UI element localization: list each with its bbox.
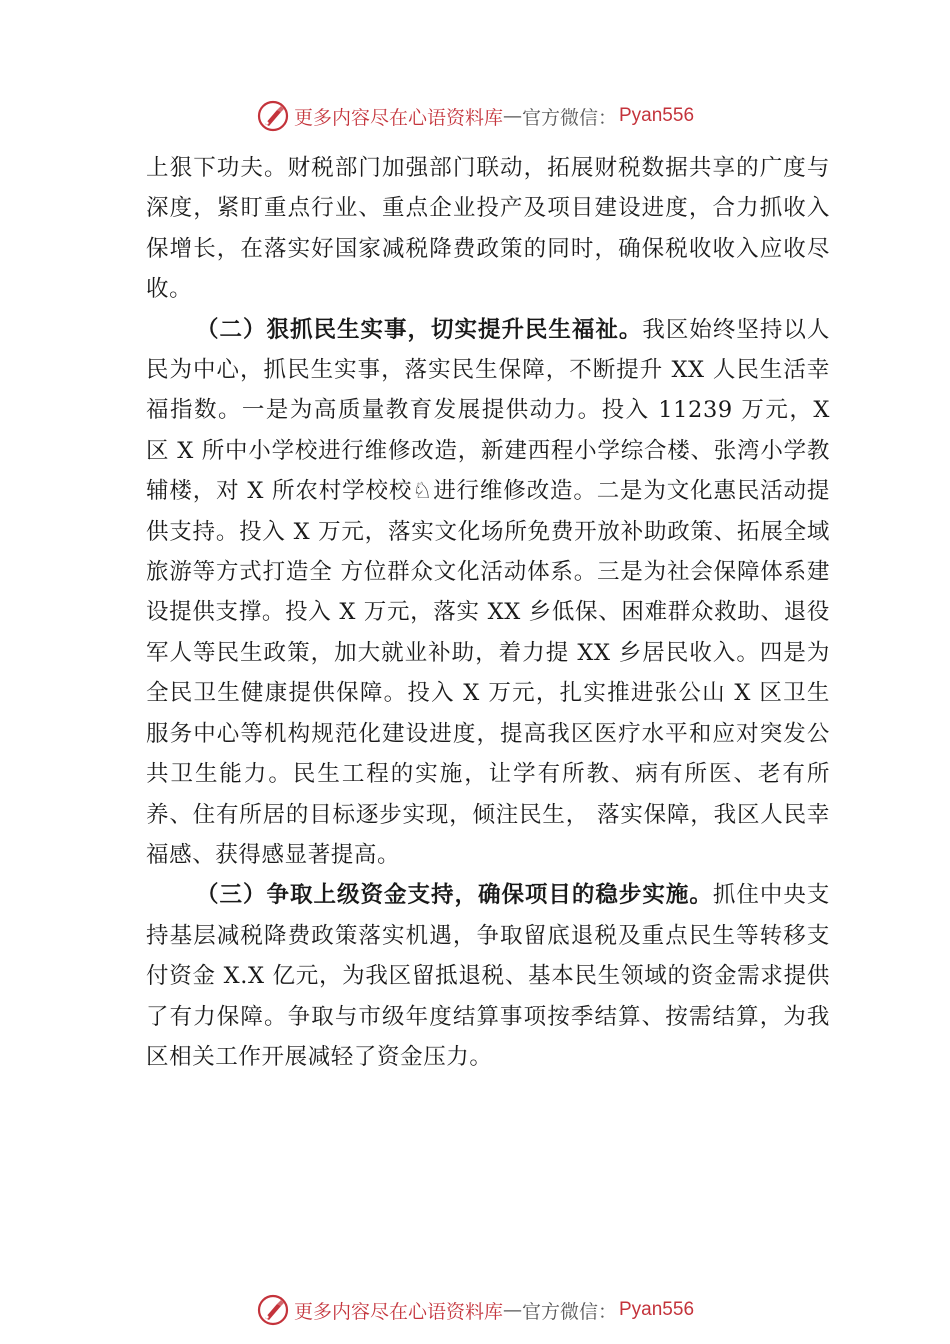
watermark-wechat-id: Pyan556 [619, 105, 695, 126]
paragraph-3 [146, 875, 830, 1077]
watermark-official-label: 官方微信： [521, 1300, 617, 1323]
paragraph-1-text: 上狠下功夫。财税部门加强部门联动，拓展财税数据共享的广度与深度，紧盯重点行业、重点企业投产及项目建设进度，合力抓收入保增长，在落实好国家减税降费政策的同时，确保税收收入应收尽收。 [146, 155, 830, 303]
paragraph-3-heading: （三）争取上级资金支持，确保项目的稳步实施。 [196, 882, 713, 909]
watermark-footer [0, 1290, 950, 1330]
watermark-main-text: 更多内容尽在心语资料库 [293, 1300, 503, 1323]
paragraph-2 [146, 310, 830, 876]
watermark-dash: — [502, 1299, 522, 1321]
watermark-header [0, 96, 950, 136]
watermark-main-text: 更多内容尽在心语资料库 [293, 106, 503, 129]
pen-nib-logo-icon [256, 99, 290, 133]
watermark-official-label: 官方微信： [521, 106, 617, 129]
document-body [146, 148, 830, 1077]
watermark-wechat-id: Pyan556 [619, 1299, 695, 1320]
paragraph-2-heading: （二）狠抓民生实事，切实提升民生福祉。 [196, 316, 643, 343]
pen-nib-logo-icon [256, 1293, 290, 1327]
paragraph-2-text: 我区始终坚持以人民为中心，抓民生实事，落实民生保障，不断提升 XX 人民生活幸福指数。一是为高质量教育发展提供动力。投入 11239 万元，X 区 X 所中小学校进行维修改造，新建西程小学综合楼、张湾小学教辅楼，对 X 所农村学校校♘进行维修改造。二是为文化惠民活动提供支持。投入 X 万元，落实文化场所免费开放补助政策、拓展全域旅游等方式打造全 方位群众文化活动体系。三是为社会保障体系建设提供支撑。投入 X 万元，落实 XX 乡低保、困难群众救助、退役军人等民生政策，加大就业补助，着力提 XX 乡居民收入。四是为 全民卫生健康提供保障。投入 X 万元，扎实推进张公山 X 区卫生服务中心等机构规范化建设进度，提高我区医疗水平和应对突发公共卫生能力。民生工程的实施，让学有所教、病有所医、老有所养、住有所居的目标逐步实现，倾注民生， 落实保障，我区人民幸福感、获得感显著提高。 [146, 316, 830, 868]
watermark-dash: — [502, 105, 522, 127]
paragraph-3-text: 抓住中央支持基层减税降费政策落实机遇，争取留底退税及重点民生等转移支付资金 X.X 亿元，为我区留抵退税、基本民生领域的资金需求提供了有力保障。争取与市级年度结算事项按季结算、按需结算，为我区相关工作开展减轻了资金压力。 [146, 882, 830, 1070]
paragraph-1 [146, 148, 830, 310]
